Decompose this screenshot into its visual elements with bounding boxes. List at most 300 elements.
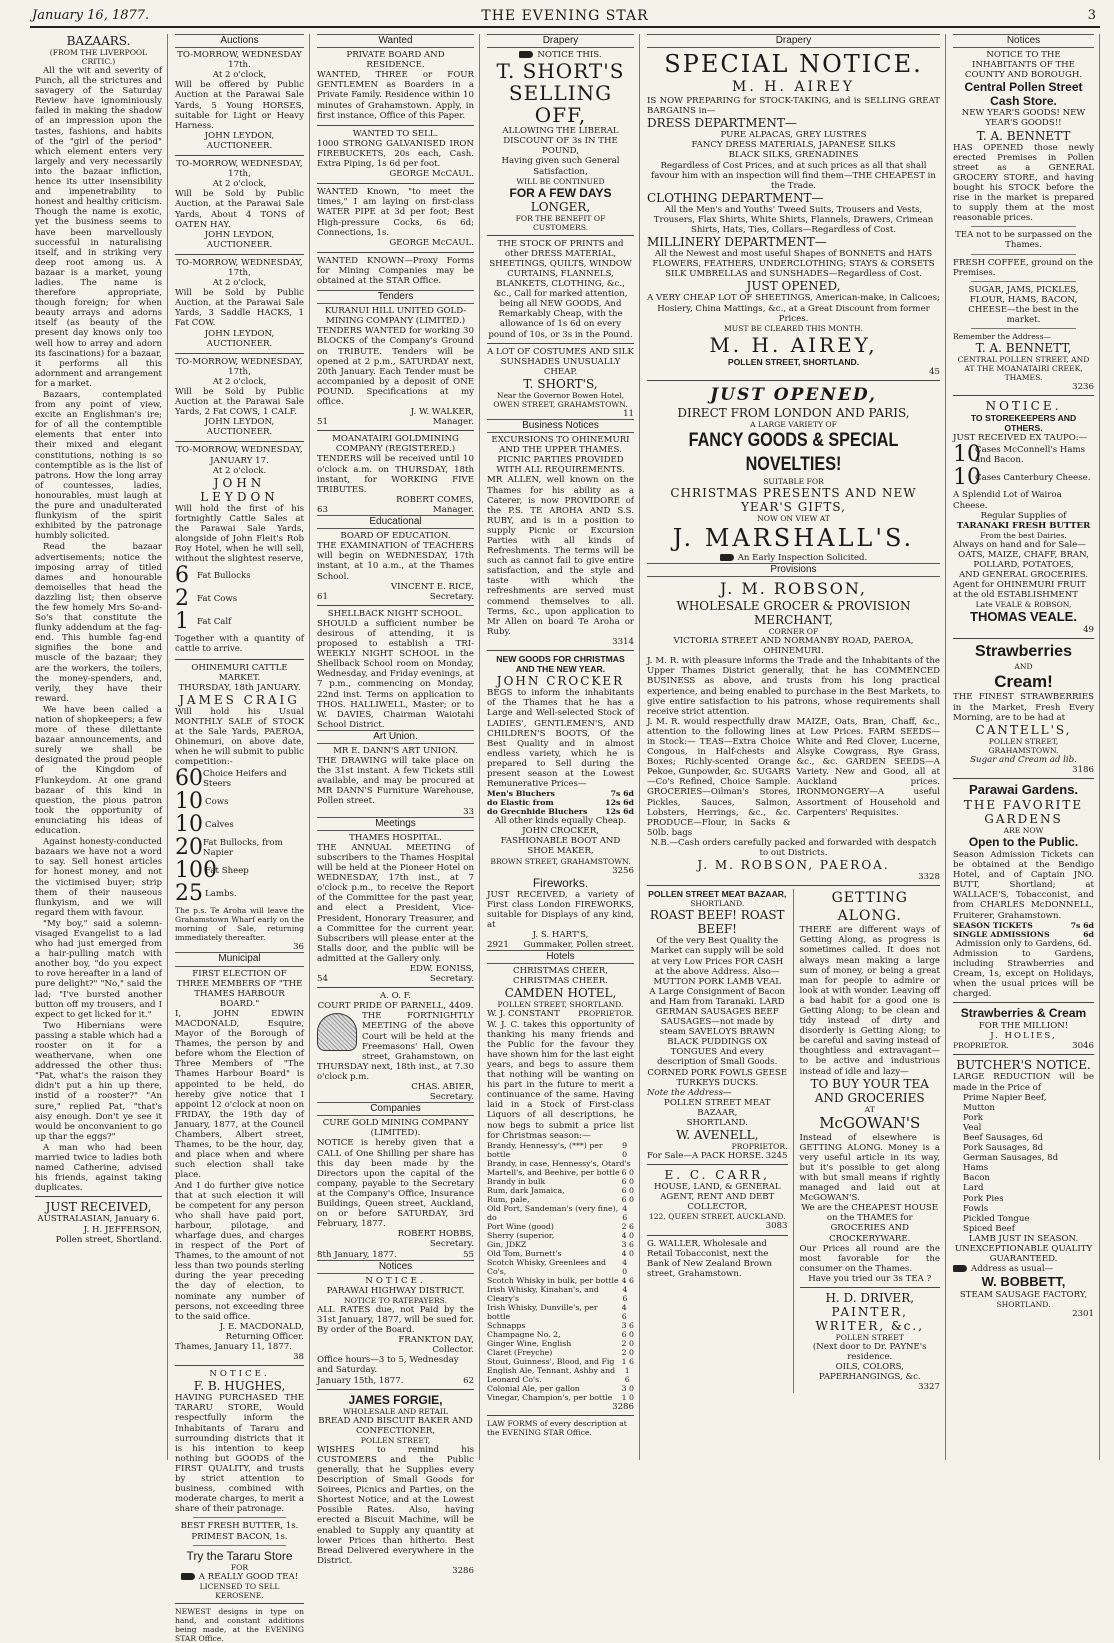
auction-date: TO-MORROW, WEDNESDAY, 17th, [176, 356, 303, 377]
strawberries-title: Strawberries [975, 643, 1072, 661]
driver-trade: PAINTER, WRITER, &c., [815, 1305, 925, 1334]
election-text-2: And I do further give notice that at such election it will be competent for any person who shall have paid port, harbour, pilotage, and wharfage dues, and charges in respect of the Port of Thames, to the amount of not less than two pounds sterling during the year preceding the day of election, to nominate any number of persons, not exceeding three to the said office. [175, 1180, 304, 1322]
bennett-text: HAS OPENED those newly erected Premises in Pollen street as a GENERAL GROCERY STORE, and having bought his STOCK before the rise in the market is prepared to supply them at the most reasonable prices. [953, 142, 1094, 224]
cheapest-house: We are the CHEAPEST HOUSE on the THAMES for GROCERIES AND CROCKERYWARE. [801, 1203, 939, 1244]
price-row [487, 1159, 634, 1168]
parawai-date: January 15th, 1877. [317, 1375, 404, 1386]
ad-number: 62 [463, 1375, 474, 1386]
camden-title: CAMDEN HOTEL, [504, 986, 617, 1001]
favorite-gardens: THE FAVORITE GARDENS [963, 797, 1084, 826]
article-paragraph: Against honesty-conducted bazaars we have not a word to say. Sell honest articles for honest money, and not the victimised buyer; strip them of their nauseous flunkyism, and we will regard them with favour. [35, 837, 162, 918]
bacon-price: PRIMEST BACON, 1s. [191, 1531, 288, 1542]
hughes-text: HAVING PURCHASED THE TARARU STORE, Would respectfully inform the Inhabitants of Tararu and surrounding districts that it is his intention to keep nothing but GOODS of the FIRST QUALITY, and trusts by strict attention to business, combined with moderate charges, to merit a share of their patronage. [175, 1393, 304, 1515]
large-variety: A LARGE VARIETY OF [750, 419, 837, 429]
price-row [487, 1384, 634, 1393]
marshall-name: J. MARSHALL'S. [672, 523, 915, 552]
aof-title: A. O. F. [379, 991, 412, 1002]
price-item: Rum, pale, [487, 1194, 530, 1204]
price-value: 12s 6d [605, 807, 634, 817]
column-drapery-right [642, 34, 946, 1460]
board-text: THE EXAMINATION of TEACHERS will begin on WEDNESDAY, 17th instant, at 10 a.m., at the Thames School. [317, 541, 474, 582]
price-item: Irish Whisky, Kinahan's, and Cleary's [487, 1284, 599, 1303]
column-wanted [312, 34, 480, 1576]
ad-number: 54 [317, 974, 328, 985]
dann-text: THE DRAWING will take place on the 31st instant. A few Tickets still available, and may be procured at MR DANN'S Furniture Warehouse, Pollen street. [317, 756, 474, 807]
cure-date: 8th January, 1877. [317, 1249, 397, 1260]
price-item: Brandy in bulk [487, 1176, 546, 1186]
holies-name: J. HOLIES, [990, 1031, 1057, 1042]
butcher-text: LARGE REDUCTION will be made in the Price of [953, 1072, 1094, 1093]
inspection-line [647, 553, 940, 563]
note-address: Note the Address— [647, 1087, 732, 1098]
sugar-cream: Sugar and Cream ad lib. [970, 754, 1077, 765]
price-value: 3 6 [621, 1239, 634, 1249]
jefferson-ad-text: AUSTRALASIAN, January 6. [37, 1214, 160, 1225]
price-row [487, 1177, 634, 1186]
ad-number: 55 [463, 1249, 474, 1260]
millinery-text: All the Newest and most useful Shapes of BONNETS and HATS FLOWERS, FEATHERS, UNDERCLOTHING; STAYS & CORSETS SILK UMBRELLAS and SUNSHADES—Regardless of Cost. [652, 249, 935, 280]
factory-address: SHORTLAND. [996, 1300, 1051, 1310]
must-be-cleared: MUST BE CLEARED THIS MONTH. [723, 323, 864, 333]
fireworks-text: JUST RECEIVED, a variety of First class London FIREWORKS, suitable for Displays of any kind, at [487, 889, 634, 930]
veale-name: THOMAS VEALE. [970, 609, 1077, 625]
law-forms: LAW FORMS of every description at the EVENING STAR Office. [487, 1418, 627, 1437]
price-row [953, 921, 1094, 930]
stock-count: 10 [953, 465, 981, 491]
short-address: Near the Governor Bowen Hotel, OWEN STREET, GRAHAMSTOWN. [493, 390, 628, 409]
getting-along-text: THERE are different ways of Getting Along, as progress is sometimes called. It does not always mean making a large sum of money, or being a great man for people to admire or look at with wonder. Leaving off a bad habit for a good one is Getting Along; to be clean and tidy instead of dirty and disorderly is Getting Along; to be careful and saving instead of thoughtless and extravagant—to be active and industrious instead of idle and lazy— [799, 925, 940, 1077]
auction-text: Will be Sold by Public Auction, at the Parawai Sale Yards, 3 Saddle HACKS, 1 Fat COW. [175, 288, 304, 329]
ad-number: 63 [317, 504, 328, 515]
airey-address: POLLEN STREET, SHORTLAND. [727, 356, 860, 367]
robson-trade: WHOLESALE GROCER & PROVISION MERCHANT, [676, 599, 911, 628]
notice-heading: NOTICE. [365, 1275, 426, 1286]
constant-text: W. J. C. takes this opportunity of thanking his many friends and the Public for the favour they have shown him for the last eight years, and begs to assure them that nothing will be wanting on his part in the future to merit a continuance of the same. Having laid in a Stock of First-class Liquors of all descriptions, he now begs to submit a price list for Christmas season:— [487, 1019, 634, 1141]
price-item: Colonial Ale, per gallon [487, 1383, 580, 1393]
article-paragraph: "My boy," said a solemn-visaged Evangelist to a lad who had just emerged from a hair-pulling match with another boy, "do you expect to rove hereafter in a land of pure delight?" "No," said the lad; "I've bursted another button off my trousers, and I expect to get licked for it." [35, 918, 162, 1020]
sausage-factory: STEAM SAUSAGE FACTORY, [959, 1290, 1088, 1301]
wanted-text: WANTED KNOWN—Proxy Forms for Mining Companies may be obtained at the STAR Office. [317, 255, 474, 286]
meat-item: Pork Sausages, 8d [963, 1143, 1044, 1154]
cure-text: NOTICE is hereby given that a CALL of One Shilling per share has this day been made by the Directors upon the capital of the company, payable to the Secretary at the Company's Office, Insurance Buildings, Queen street, Auckland, on or before SATURDAY, 3rd February, 1877. [317, 1138, 474, 1230]
price-row [487, 1240, 634, 1249]
article-paragraph: All the wit and severity of Punch, all the strictures and savagery of the Saturday Review have ignominiously failed in making the shadow of an impression upon the tastes, fashions, and habits of the "girl of the period" which element enters very largely and very necessarily into the bazaar infliction, hence its utter insensibility and impenetrability to honest and healthy criticism. Though the name is exotic, yet the business seems to have been marvellously successful in naturalising itself, and in striking very deep root among us. A bazaar is a market, young ladies. The name is therefore appropriate, though foreign; for when beauty arrays and adorns itself (as beauty of the present day knows only too well how to array and adorn its fascinations) for a bazaar, it performs all this adornment and arrangement for a market. [35, 66, 162, 389]
article-paragraph: Read the bazaar advertisements; notice the imposing array of titled dames and honourable demoiselles that head the dazzling list; then observe the few homely Mrs So-and-So's that constitute the flunky addendum at the fag-end. This humble fag-end signifies the bone and muscle of the bazaar; they are the workers, the toilers, the money-spenders, and, verily, they have their reward. [35, 542, 162, 704]
central-store: Central Pollen Street Cash Store. [964, 80, 1083, 109]
carr-name: E. C. CARR, [664, 1168, 770, 1183]
stock-desc: Fat Cows [197, 594, 238, 605]
price-item: Men's Bluchers [487, 789, 555, 799]
wanted-text: WANTED, THREE or FOUR GENTLEMEN as Boarders in a Private Family. Residence within 10 minutes of Grahamstown. Apply, in first instance, Office of this Paper. [317, 70, 474, 121]
sugar-jams: SUGAR, JAMS, PICKLES, FLOUR, HAMS, BACON, CHEESE—the best in the market. [968, 284, 1079, 325]
bennett-name-2: T. A. BENNETT, [975, 341, 1072, 356]
mcgowan-text: Instead of elsewhere is GETTING ALONG. Money is a very useful article in its way, but it's possible to get along with but small means if rightly managed and laid out at McGOWAN'S. [799, 1132, 940, 1204]
lamb-season: LAMB JUST IN SEASON. [968, 1233, 1079, 1244]
ad-number: 3046 [1072, 1041, 1094, 1052]
price-item: Port Wine (good) [487, 1221, 554, 1231]
column-auctions [170, 34, 310, 1643]
meat-item: Pickled Tongue [963, 1213, 1030, 1224]
camden-address: POLLEN STREET, SHORTLAND. [497, 1000, 624, 1010]
section-header-drapery-2: Drapery [647, 34, 940, 48]
meat-bazaar-2: POLLEN STREET MEAT BAZAAR, [664, 1097, 771, 1118]
meat-item: Beef Sausages, 6d [963, 1133, 1043, 1143]
shortland: SHORTLAND. [686, 1118, 748, 1128]
meat-list [953, 1093, 1094, 1234]
ad-number: 2921 [487, 940, 509, 951]
jefferson-address: Pollen street, Shortland. [55, 1234, 162, 1245]
parawai-sign: FRANKTON DAY, [398, 1335, 474, 1346]
fresh-coffee: FRESH COFFEE, ground on the Premises. [953, 257, 1093, 278]
hart-address: Gummaker, Pollen street. [523, 940, 634, 951]
price-value: 6d [1083, 929, 1094, 939]
allen-text: MR ALLEN, well known on the Thames for his ability as a Caterer, is now PROVIDORE of the P.S. TE AROHA AND S.S. RUBY, and is in a position to supply Picnic or Excursion Parties with all kinds of Refreshments. The terms will be such as cannot fail to give entire satisfaction, and the style and taste with which the refreshments are served must commend themselves to all. Terms, &c., upon application to Mr Allen on board Te Aroha or Ruby. [487, 475, 634, 637]
section-header-hotels: Hotels [487, 950, 634, 964]
crocker-name: JOHN CROCKER [496, 674, 625, 689]
price-value: 1 6 [624, 1365, 630, 1384]
stock-count: 25 [175, 881, 203, 907]
few-days: FOR A FEW DAYS [509, 185, 612, 200]
driver-street: POLLEN STREET [835, 1333, 904, 1343]
open-to-public: Open to the Public. [968, 834, 1079, 849]
airey-name: M. H. AIREY [732, 79, 855, 96]
notice-this: NOTICE THIS. [537, 50, 602, 61]
auction-text: Will be offered by Public Auction at the Parawai Sale Yards, 5 Young HORSES, suitable for Light or Heavy Harness. [175, 80, 304, 131]
always-on-hand: Always on hand and for Sale— [953, 539, 1086, 550]
price-value: 7s 6d [610, 789, 634, 799]
kuranui-role: Manager. [432, 417, 474, 428]
stock-desc: Cows [205, 797, 229, 808]
new-years-goods: NEW YEAR'S GOODS! NEW YEAR'S GOODS!! [961, 108, 1086, 129]
constant-name: W. J. CONSTANT [487, 1009, 560, 1020]
and-label: AND [1014, 662, 1033, 672]
avenell-role: PROPRIETOR. [731, 1142, 788, 1152]
court-sign: CHAS. ABIER, [411, 1082, 474, 1092]
column-bazaars [30, 34, 168, 1460]
crocker-shop: FASHIONABLE BOOT AND SHOE MAKER, [500, 836, 621, 857]
parawai-hours: Office hours—3 to 5, Wednesday and Saturday. [317, 1355, 459, 1376]
short-name: T. SHORT'S, [523, 376, 598, 391]
notice-inhabitants: NOTICE TO THE INHABITANTS OF THE COUNTY AND BOROUGH. [964, 50, 1083, 81]
kerosene-license: LICENSED TO SELL KEROSENE. [199, 1581, 280, 1600]
auctioneer: JOHN LEYDON, AUCTIONEER. [204, 130, 275, 151]
dann-title: MR E. DANN'S ART UNION. [333, 746, 458, 756]
stock-list: THE STOCK OF PRINTS and other DRESS MATERIAL, SHEETINGS, QUILTS, WINDOW CURTAINS, FLANNELS, BLANKETS, CLOTHING, &c., &c., Call for marked attention, being all NEW GOODS, And Remarkably Cheap, with the allowance of 1s 6d on every pound of 10s, or 3s in the Pound. [488, 238, 633, 340]
stock-count: 6 [175, 563, 189, 589]
robson-corner: CORNER OF [768, 627, 819, 637]
driver-oils: OILS, COLORS, PAPERHANGINGS, &c. [818, 1362, 921, 1383]
moanatairi-text: TENDERS will be received until 10 o'clock a.m. on THURSDAY, 18th instant, for WORKING FIVE TRIBUTES. [317, 454, 474, 495]
stock-line [175, 814, 304, 836]
section-header-tenders: Tenders [317, 290, 474, 304]
price-value: 2 0 [621, 1338, 634, 1348]
price-row [487, 1168, 634, 1177]
wanted-sign: GEORGE McCAUL. [389, 237, 474, 248]
ad-number: 3236 [1072, 382, 1094, 393]
wanted-ad [317, 187, 474, 248]
price-value: 12s 6d [605, 798, 634, 808]
price-value: 4 0 [621, 1248, 634, 1258]
xmas-title: NEW GOODS FOR CHRISTMAS AND THE NEW YEAR. [496, 654, 625, 675]
ad-number: 45 [929, 366, 940, 377]
stock-count: 1 [175, 609, 189, 635]
auctioneer: JOHN LEYDON, AUCTIONEER. [204, 229, 275, 250]
price-value: 4 6 [621, 1275, 634, 1285]
special-notice: SPECIAL NOTICE. [664, 50, 923, 79]
longer: LONGER, [530, 199, 591, 214]
section-header-notices: Notices [317, 1260, 474, 1274]
price-item: Ginger Wine, English [487, 1338, 572, 1348]
price-row [487, 1357, 634, 1366]
robson-stock-left: J. M. R. would respectfully draw attention to the following lines in Stock:— TEAS—Extra Choice Congous, in Half-chests and Boxes; Richly-scented Orange Pekoe, Gunpowder, &c. SUGARS—Co's Refined, Choice Sample. GROCERIES—Oilman's Stores, Pickles, Sauces, Salmon, Lobsters, Herrings, &c., &c. PRODUCE—Flour, in Sacks & 50lb. bags [647, 716, 791, 838]
price-value: 6 0 [621, 1194, 634, 1204]
gifts-line: CHRISTMAS PRESENTS AND NEW YEAR'S GIFTS, [670, 485, 917, 514]
price-item: Claret (Freyche) [487, 1347, 553, 1357]
price-row [487, 1285, 634, 1303]
price-item: Scotch Whisky in bulk, per bottle [487, 1275, 619, 1285]
ad-number: 3314 [612, 636, 634, 647]
dress-line: FANCY DRESS MATERIALS, JAPANESE SILKS [691, 140, 896, 151]
meat-bazaar-ad [647, 889, 794, 1392]
ad-number: 36 [293, 942, 304, 953]
just-opened: JUST OPENED, [746, 279, 841, 294]
jefferson-ad-title: JUST RECEIVED, [45, 1200, 152, 1215]
robson-text: J. M. R. with pleasure informs the Trade and the Inhabitants of the Upper Thames District generally, that he has COMMENCED BUSINESS as above, and trusts from his long practical experience, and being enabled to purchase in the Best Markets, to give entire satisfaction to his patrons, whose requirements shall receive strict attention. [647, 656, 940, 717]
tararu-title: Try the Tararu Store [186, 1548, 293, 1563]
stock-line [175, 837, 304, 859]
column-notices [948, 34, 1100, 1460]
meat-item: German Sausages, 8d [963, 1153, 1059, 1164]
cure-title: CURE GOLD MINING COMPANY (LIMITED). [322, 1118, 469, 1139]
price-row [487, 798, 634, 807]
price-item: SINGLE ADMISSIONS [953, 929, 1050, 939]
stock-desc: Lambs. [205, 889, 237, 900]
wanted-text: WANTED Known, "to meet the times," I am laying on first-class WATER PIPE at 3d per foot; Best High-pressure Cocks, 6s 6d; Connections, 1s. [317, 187, 474, 238]
ad-number: 2301 [1072, 1309, 1094, 1320]
fancy-goods: FANCY GOODS & SPECIAL NOVELTIES! [688, 429, 899, 475]
at-label: AT [864, 1104, 875, 1114]
ad-number: 33 [463, 806, 474, 817]
section-header-municipal: Municipal [175, 952, 304, 966]
stock-line [953, 467, 1094, 489]
section-header-art-union: Art Union. [317, 730, 474, 744]
price-value: 9 0 [622, 1140, 628, 1159]
hospital-role: Secretary. [429, 974, 474, 985]
notice-heading: NOTICE. [985, 399, 1062, 414]
butcher-title: BUTCHER'S NOTICE. [956, 1058, 1091, 1073]
price-row [487, 1222, 634, 1231]
season-tickets-info: Season Admission Tickets can be obtained at the Bendigo Hotel, and of Captain JNO. BUTT, Shortland; at WALLACE'S, Tobacconist, and from CHARLES McDONNELL, Fruiterer, Grahamstown. [953, 849, 1094, 921]
cattle-sale-text: Will hold the first of his fortnightly Cattle Sales at the Parawai Sale Yards, alongside of John Fleit's Rob Roy Hotel, when he will sell, without the slightest reserve, [175, 503, 304, 565]
stock-desc: Fat Sheep [205, 866, 249, 877]
stock-line [175, 565, 304, 587]
bazaars-article [35, 66, 162, 1193]
taupo: JUST RECEIVED EX TAUPO:— [953, 433, 1088, 444]
cattle-sale-name: JOHN LEYDON [200, 475, 279, 504]
tea-note: TEA not to be surpassed on the Thames. [955, 230, 1092, 251]
auction-text: Will be Sold by Public Auction, at the Parawai Sale Yards, About 4 TONS of OATEN HAY. [175, 189, 304, 230]
dress-line: PURE ALPACAS, GREY LUSTRES [720, 130, 867, 141]
stock-desc: Calves [205, 820, 234, 831]
section-header-wanted: Wanted [317, 34, 474, 48]
auction-ad [175, 357, 304, 438]
price-item: Irish Whisky, Dunville's, per bottle [487, 1302, 598, 1321]
stock-count: 100 [175, 858, 217, 884]
stock-desc: Fat Calf [197, 617, 232, 628]
auction-date: TO-MORROW, WEDNESDAY 17th. [177, 50, 302, 71]
price-row [487, 1303, 634, 1321]
wanted-title: PRIVATE BOARD AND RESIDENCE. [346, 50, 445, 71]
parawai-title: PARAWAI HIGHWAY DISTRICT. [326, 1285, 465, 1296]
proprietor-label: PROPRIETOR. [578, 1009, 634, 1019]
satisfaction-line: Having given such General Satisfaction, [501, 156, 620, 177]
short-title: T. SHORT'S [496, 59, 625, 84]
ad-number: 3327 [918, 1382, 940, 1393]
bennett-address: CENTRAL POLLEN STREET, AND AT THE MOANATAIRI CREEK, THAMES. [957, 355, 1090, 383]
are-now: ARE NOW [1003, 825, 1044, 835]
auction-date: TO-MORROW, WEDNESDAY, 17th, [176, 257, 303, 278]
price-item: Scotch Whisky, Greenlees and Co's, [487, 1257, 607, 1276]
crocker-text: BEGS to inform the inhabitants of the Thames that he has a Large and Well-selected Stock of LADIES', GENTLEMEN'S, AND CHILDREN'S BOOTS, Of the Best Quality and in almost endless variety, which he is prepared to Sell during the present season at the Lowest Remunerative Prices— [487, 688, 634, 790]
wanted-text: 1000 STRONG GALVANISED IRON FIREBUCKETS, 20s each, Cash. Extra Piping, 1s 6d per foot. [317, 138, 474, 170]
admission-gardens: Admission only to Gardens, 6d. [955, 938, 1092, 949]
price-row [487, 1339, 634, 1348]
wanted-ad [317, 256, 474, 286]
court-title: COURT PRIDE OF PARNELL, 4409. [317, 1001, 474, 1012]
stock-desc: Cases Canterbury Cheese. [975, 473, 1091, 484]
price-item: Rum, dark Jamaica, [487, 1185, 565, 1195]
stock-line [953, 444, 1094, 466]
ad-number: 3256 [612, 865, 634, 876]
price-value: 4 6 [621, 1302, 627, 1321]
wairoa-cheese: A Splendid Lot of Wairoa Cheese. [953, 490, 1062, 511]
cantell-address: POLLEN STREET, GRAHAMSTOWN. [988, 736, 1059, 755]
sc-sub: FOR THE MILLION! [978, 1021, 1069, 1032]
auction-ad [175, 159, 304, 250]
price-item: Gin, JDKZ [487, 1239, 527, 1249]
meat-item: Veal [963, 1122, 982, 1133]
hospital-text: THE ANNUAL MEETING of subscribers to the Thames Hospital will be held at the Pioneer Hotel on WEDNESDAY, 17th inst., at 7 o'clock p.m., to receive the Report of the Committee for the past year, and elect a President, Vice-President, Honorary Treasurer, and a Committee for the current year. Subscribers will please enter at the Stalls door, and the public will be admitted at the Gallery only. [317, 842, 474, 964]
craig-name: JAMES CRAIG [179, 692, 300, 707]
section-header-educational: Educational [317, 515, 474, 529]
meat-item: Bacon [963, 1173, 990, 1184]
cheap-lot: A VERY CHEAP LOT OF SHEETINGS, American-make, in Calicoes; Hosiery, China Mattings, &c., at a Great Discount from former Prices. [647, 293, 940, 324]
election-title: FIRST ELECTION OF THREE MEMBERS OF "THE THAMES HARBOUR BOARD." [176, 968, 303, 1009]
suitable-for: SUITABLE FOR [763, 476, 824, 486]
parawai-gardens: Parawai Gardens. [968, 781, 1079, 797]
ad-number: 3245 [765, 1151, 788, 1162]
getting-along-title: GETTING ALONG. [831, 890, 908, 925]
pack-horse: For Sale—A PACK HORSE. [647, 1151, 764, 1162]
section-header-business: Business Notices [487, 419, 634, 433]
section-header-meetings: Meetings [317, 817, 474, 831]
auction-text: Will be Sold by Public Auction at the Parawai Sale Yards, 2 Fat COWS, 1 CALF. [175, 387, 304, 418]
inspection-text: An Early Inspection Solicited. [737, 552, 868, 563]
butter-price: BEST FRESH BUTTER, 1s. [180, 1521, 299, 1532]
general-groceries: AND GENERAL GROCERIES. [958, 570, 1089, 581]
meat-item: Prime Napier Beef, [963, 1092, 1047, 1103]
ad-number: 51 [317, 417, 328, 428]
bazaars-source: (FROM THE LIVERPOOL CRITIC.) [49, 48, 148, 66]
pointing-hand-icon [519, 51, 533, 58]
stock-line [175, 588, 304, 610]
meat-text: Of the very Best Quality the Market can supply will be sold at very Low Prices FOR CASH at the above Address. Also—MUTTON PORK LAMB VEAL [650, 936, 784, 987]
pointing-hand-icon [181, 1573, 195, 1580]
regular-supplies: Regular Supplies of [980, 510, 1067, 521]
price-value: 4 0 [621, 1230, 634, 1240]
price-item: Schnapps [487, 1320, 526, 1330]
bazaars-heading: BAZAARS. [66, 34, 131, 48]
agent-line: Agent for OHINEMURI FRUIT at the old ESTABLISHMENT [953, 580, 1086, 601]
stock-desc: Cases McConnell's Hams and Bacon. [975, 445, 1086, 466]
dress-line: Regardless of Cost Prices, and at such prices as all that shall favour him with an inspection will find them—THE CHEAPEST in the Trade. [651, 160, 936, 191]
auction-ad [175, 50, 304, 151]
carr-trade: HOUSE, LAND, & GENERAL AGENT, RENT AND DEBT COLLECTOR, [653, 1182, 781, 1213]
price-value: 6 0 [621, 1329, 634, 1339]
prices-favorable: Our Prices all round are the most favorable for the consumer on the Thames. [799, 1243, 940, 1274]
quality-line: UNEXCEPTIONABLE QUALITY GUARANTEED. [954, 1244, 1093, 1265]
tried-tea: Have you tried our 3s TEA ? [808, 1273, 932, 1284]
price-item: Stout, Guinness', Blood, and Fig [487, 1356, 615, 1366]
price-row [487, 1249, 634, 1258]
now-on-view: NOW ON VIEW AT [757, 513, 830, 523]
cattle-sale-date: TO-MORROW, WEDNESDAY, JANUARY 17. [176, 445, 303, 466]
price-item: Old Tom, Burnett's [487, 1248, 562, 1258]
election-role: Returning Officer. [225, 1331, 304, 1342]
cantell-name: CANTELL'S, [975, 722, 1072, 737]
wanted-ad [317, 50, 474, 121]
price-item: Martell's, and Beehive, per bottle [487, 1167, 620, 1177]
wanted-ad [317, 129, 474, 179]
court-role: Secretary. [429, 1092, 474, 1103]
bennett-name: T. A. BENNETT [976, 128, 1071, 143]
auctioneer: JOHN LEYDON, AUCTIONEER. [204, 328, 275, 349]
meat-item: Fowls [963, 1203, 989, 1214]
stock-line [175, 883, 304, 905]
kuranui-sign: J. W. WALKER, [410, 407, 474, 418]
price-row [487, 1204, 634, 1222]
storekeepers: TO STOREKEEPERS AND OTHERS. [970, 413, 1077, 434]
price-item: Brandy, Hennessy's, (***) per bottle [487, 1140, 603, 1159]
best-dairies: From the best Dairies. [980, 530, 1067, 540]
other-kinds: All other kinds equally Cheap. [494, 816, 627, 827]
address-line [953, 1264, 1094, 1274]
forgie-text: WISHES to remind his CUSTOMERS and the Public generally, that he Supplies every Description of Small Goods for Soirees, Picnics and Parties, on the Shortest Notice, and at the Lowest Possible Rates. Also, having erected a Biscuit Machine, will be enabled to Supply any quantity at lower Prices than hitherto. Best Bread Delivered everywhere in the District. [317, 1444, 474, 1566]
stock-count: 10 [175, 812, 203, 838]
robson-sign: J. M. ROBSON, PAEROA. [697, 858, 890, 873]
ratepayers-title: NOTICE TO RATEPAYERS. [343, 1295, 447, 1305]
section-header-auctions: Auctions [175, 34, 304, 48]
stock-count: 60 [175, 766, 203, 792]
price-list [487, 1141, 634, 1402]
price-row [487, 1330, 634, 1339]
market-title: OHINEMURI CATTLE MARKET. [191, 662, 288, 683]
driver-next-door: (Next door to Dr. PAYNE's residence. [812, 1342, 927, 1363]
stock-desc: Fat Bullocks, from Napier [203, 838, 283, 859]
stock-count: 10 [953, 442, 981, 468]
price-row [487, 1393, 634, 1402]
continued-line: WILL BE CONTINUED [516, 176, 605, 186]
bobbett-name: W. BOBBETT, [981, 1274, 1066, 1290]
pointing-hand-icon [953, 1265, 967, 1272]
price-value: 4 6 [622, 1203, 628, 1222]
benefit-line: FOR THE BENEFIT OF CUSTOMERS. [515, 213, 606, 232]
ad-number: 3328 [918, 872, 940, 883]
board-sign: VINCENT E. RICE, [390, 581, 474, 592]
crocker-name-2: JOHN CROCKER, [522, 826, 599, 837]
price-value: 6 0 [621, 1185, 634, 1195]
board-role: Secretary. [429, 591, 474, 602]
